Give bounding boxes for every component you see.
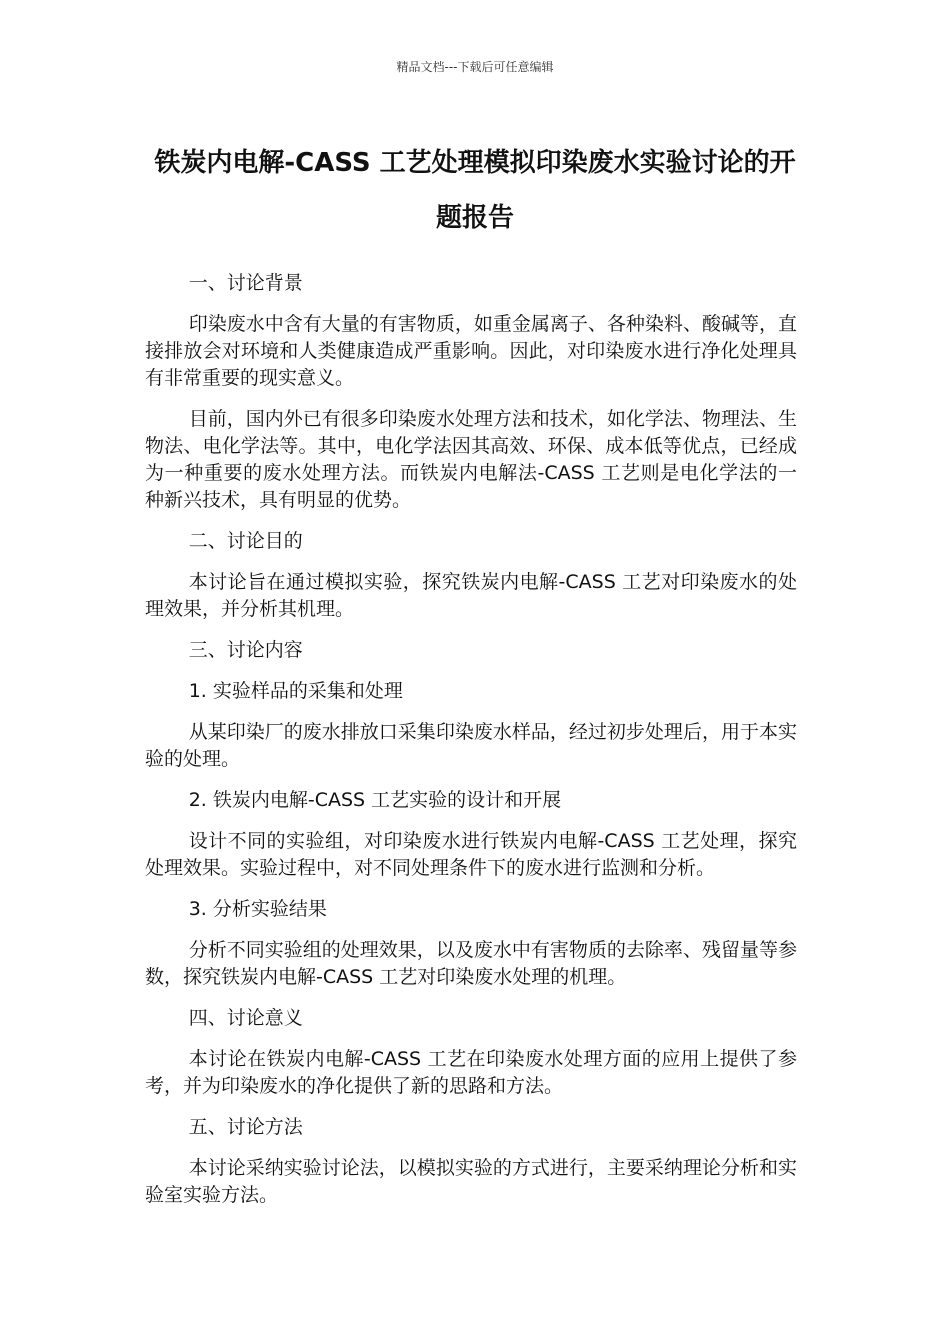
document-title: 铁炭内电解-CASS 工艺处理模拟印染废水实验讨论的开题报告: [154, 148, 796, 233]
paragraph-experiment-design: 设计不同的实验组，对印染废水进行铁炭内电解-CASS 工艺处理，探究处理效果。实验过程中，对不同处理条件下的废水进行监测和分析。: [145, 830, 797, 879]
document-body: [145, 270, 797, 1223]
subheading-experiment-design: 2. 铁炭内电解-CASS 工艺实验的设计和开展: [188, 789, 562, 811]
paragraph-method: 本讨论采纳实验讨论法，以模拟实验的方式进行，主要采纳理论分析和实验室实验方法。: [145, 1157, 797, 1206]
subheading-result-analysis: 3. 分析实验结果: [188, 898, 327, 920]
paragraph-result-analysis: 分析不同实验组的处理效果，以及废水中有害物质的去除率、残留量等参数，探究铁炭内电解-CASS 工艺对印染废水处理的机理。: [145, 939, 797, 988]
paragraph-sample-collection: 从某印染厂的废水排放口采集印染废水样品，经过初步处理后，用于本实验的处理。: [145, 721, 797, 770]
subheading-sample-collection: 1. 实验样品的采集和处理: [188, 680, 403, 702]
paragraph-significance: 本讨论在铁炭内电解-CASS 工艺在印染废水处理方面的应用上提供了参考，并为印染废水的净化提供了新的思路和方法。: [145, 1048, 797, 1097]
section-heading-content: 三、讨论内容: [188, 639, 303, 661]
section-heading-background: 一、讨论背景: [188, 272, 303, 294]
paragraph-background-2: 目前，国内外已有很多印染废水处理方法和技术，如化学法、物理法、生物法、电化学法等。其中，电化学法因其高效、环保、成本低等优点，已经成为一种重要的废水处理方法。而铁炭内电解法-CASS 工艺则是电化学法的一种新兴技术，具有明显的优势。: [145, 408, 797, 511]
page-header-note: 精品文档---下载后可任意编辑: [396, 60, 554, 74]
paragraph-background-1: 印染废水中含有大量的有害物质，如重金属离子、各种染料、酸碱等，直接排放会对环境和人类健康造成严重影响。因此，对印染废水进行净化处理具有非常重要的现实意义。: [145, 313, 797, 389]
section-heading-purpose: 二、讨论目的: [188, 530, 303, 552]
paragraph-purpose: 本讨论旨在通过模拟实验，探究铁炭内电解-CASS 工艺对印染废水的处理效果，并分析其机理。: [145, 571, 797, 620]
section-heading-significance: 四、讨论意义: [188, 1007, 303, 1029]
section-heading-method: 五、讨论方法: [188, 1116, 303, 1138]
